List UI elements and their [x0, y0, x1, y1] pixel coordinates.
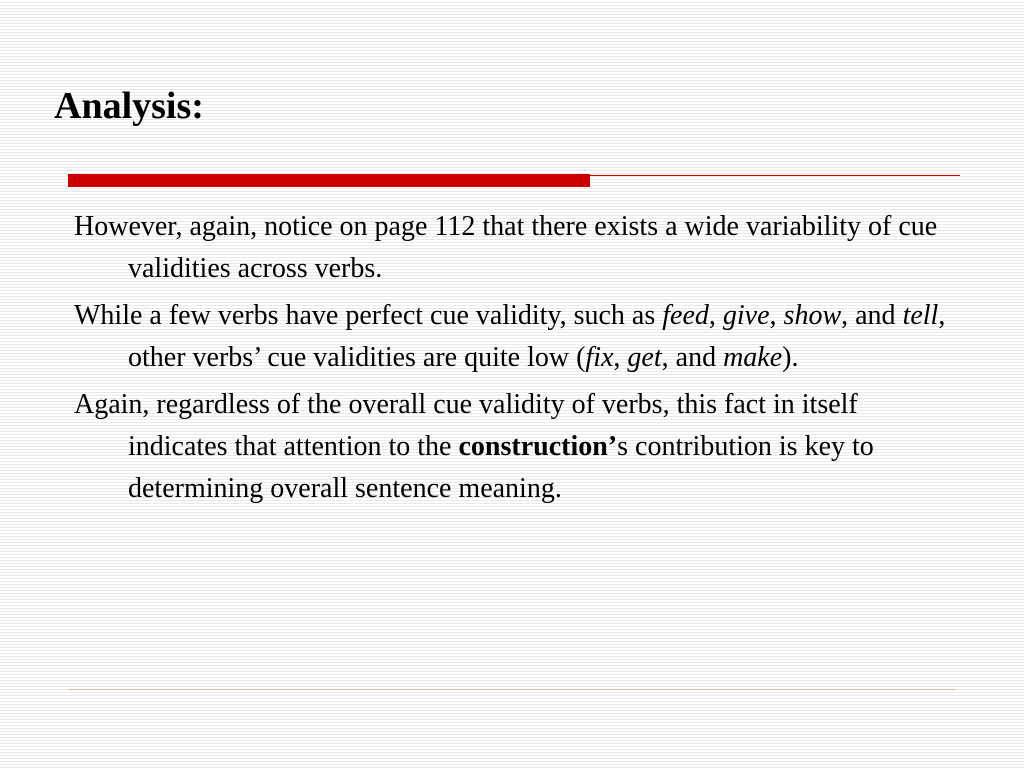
bullet-item: [74, 384, 964, 510]
bullet-text: , and: [661, 342, 724, 373]
verb-example: make: [723, 342, 783, 373]
bullet-item: [74, 206, 964, 290]
verb-example: give: [722, 300, 770, 331]
verb-example: fix: [585, 342, 614, 373]
verb-example: get: [627, 342, 662, 373]
verb-example: show: [783, 300, 842, 331]
bullet-text: s contribution is key to determining overall sentence meaning.: [128, 431, 874, 504]
bullet-text: ,: [769, 300, 784, 331]
bullet-text: Again, regardless of the overall cue validity of verbs, this fact in itself indicates that attention to the: [74, 389, 858, 462]
footer-divider: [68, 689, 956, 690]
bullet-text: While a few verbs have perfect cue validity, such as: [74, 300, 663, 331]
bullet-text: ).: [782, 342, 799, 373]
bullet-text: ,: [708, 300, 723, 331]
bullet-item: [74, 295, 964, 379]
title-underline-thin: [590, 175, 960, 176]
verb-example: tell: [902, 300, 939, 331]
bullet-text: ,: [613, 342, 628, 373]
bullet-text: However, again, notice on page 112 that there exists a wide variability of cue validities across verbs.: [74, 211, 938, 284]
title-underline-thick: [68, 174, 590, 187]
bullet-text: , and: [841, 300, 903, 331]
verb-example: feed: [662, 300, 709, 331]
bullet-text: , other verbs’ cue validities are quite low (: [128, 300, 946, 373]
emphasized-term: construction’: [458, 431, 618, 462]
slide-title: Analysis:: [54, 85, 204, 127]
bullet-list: [74, 206, 964, 515]
